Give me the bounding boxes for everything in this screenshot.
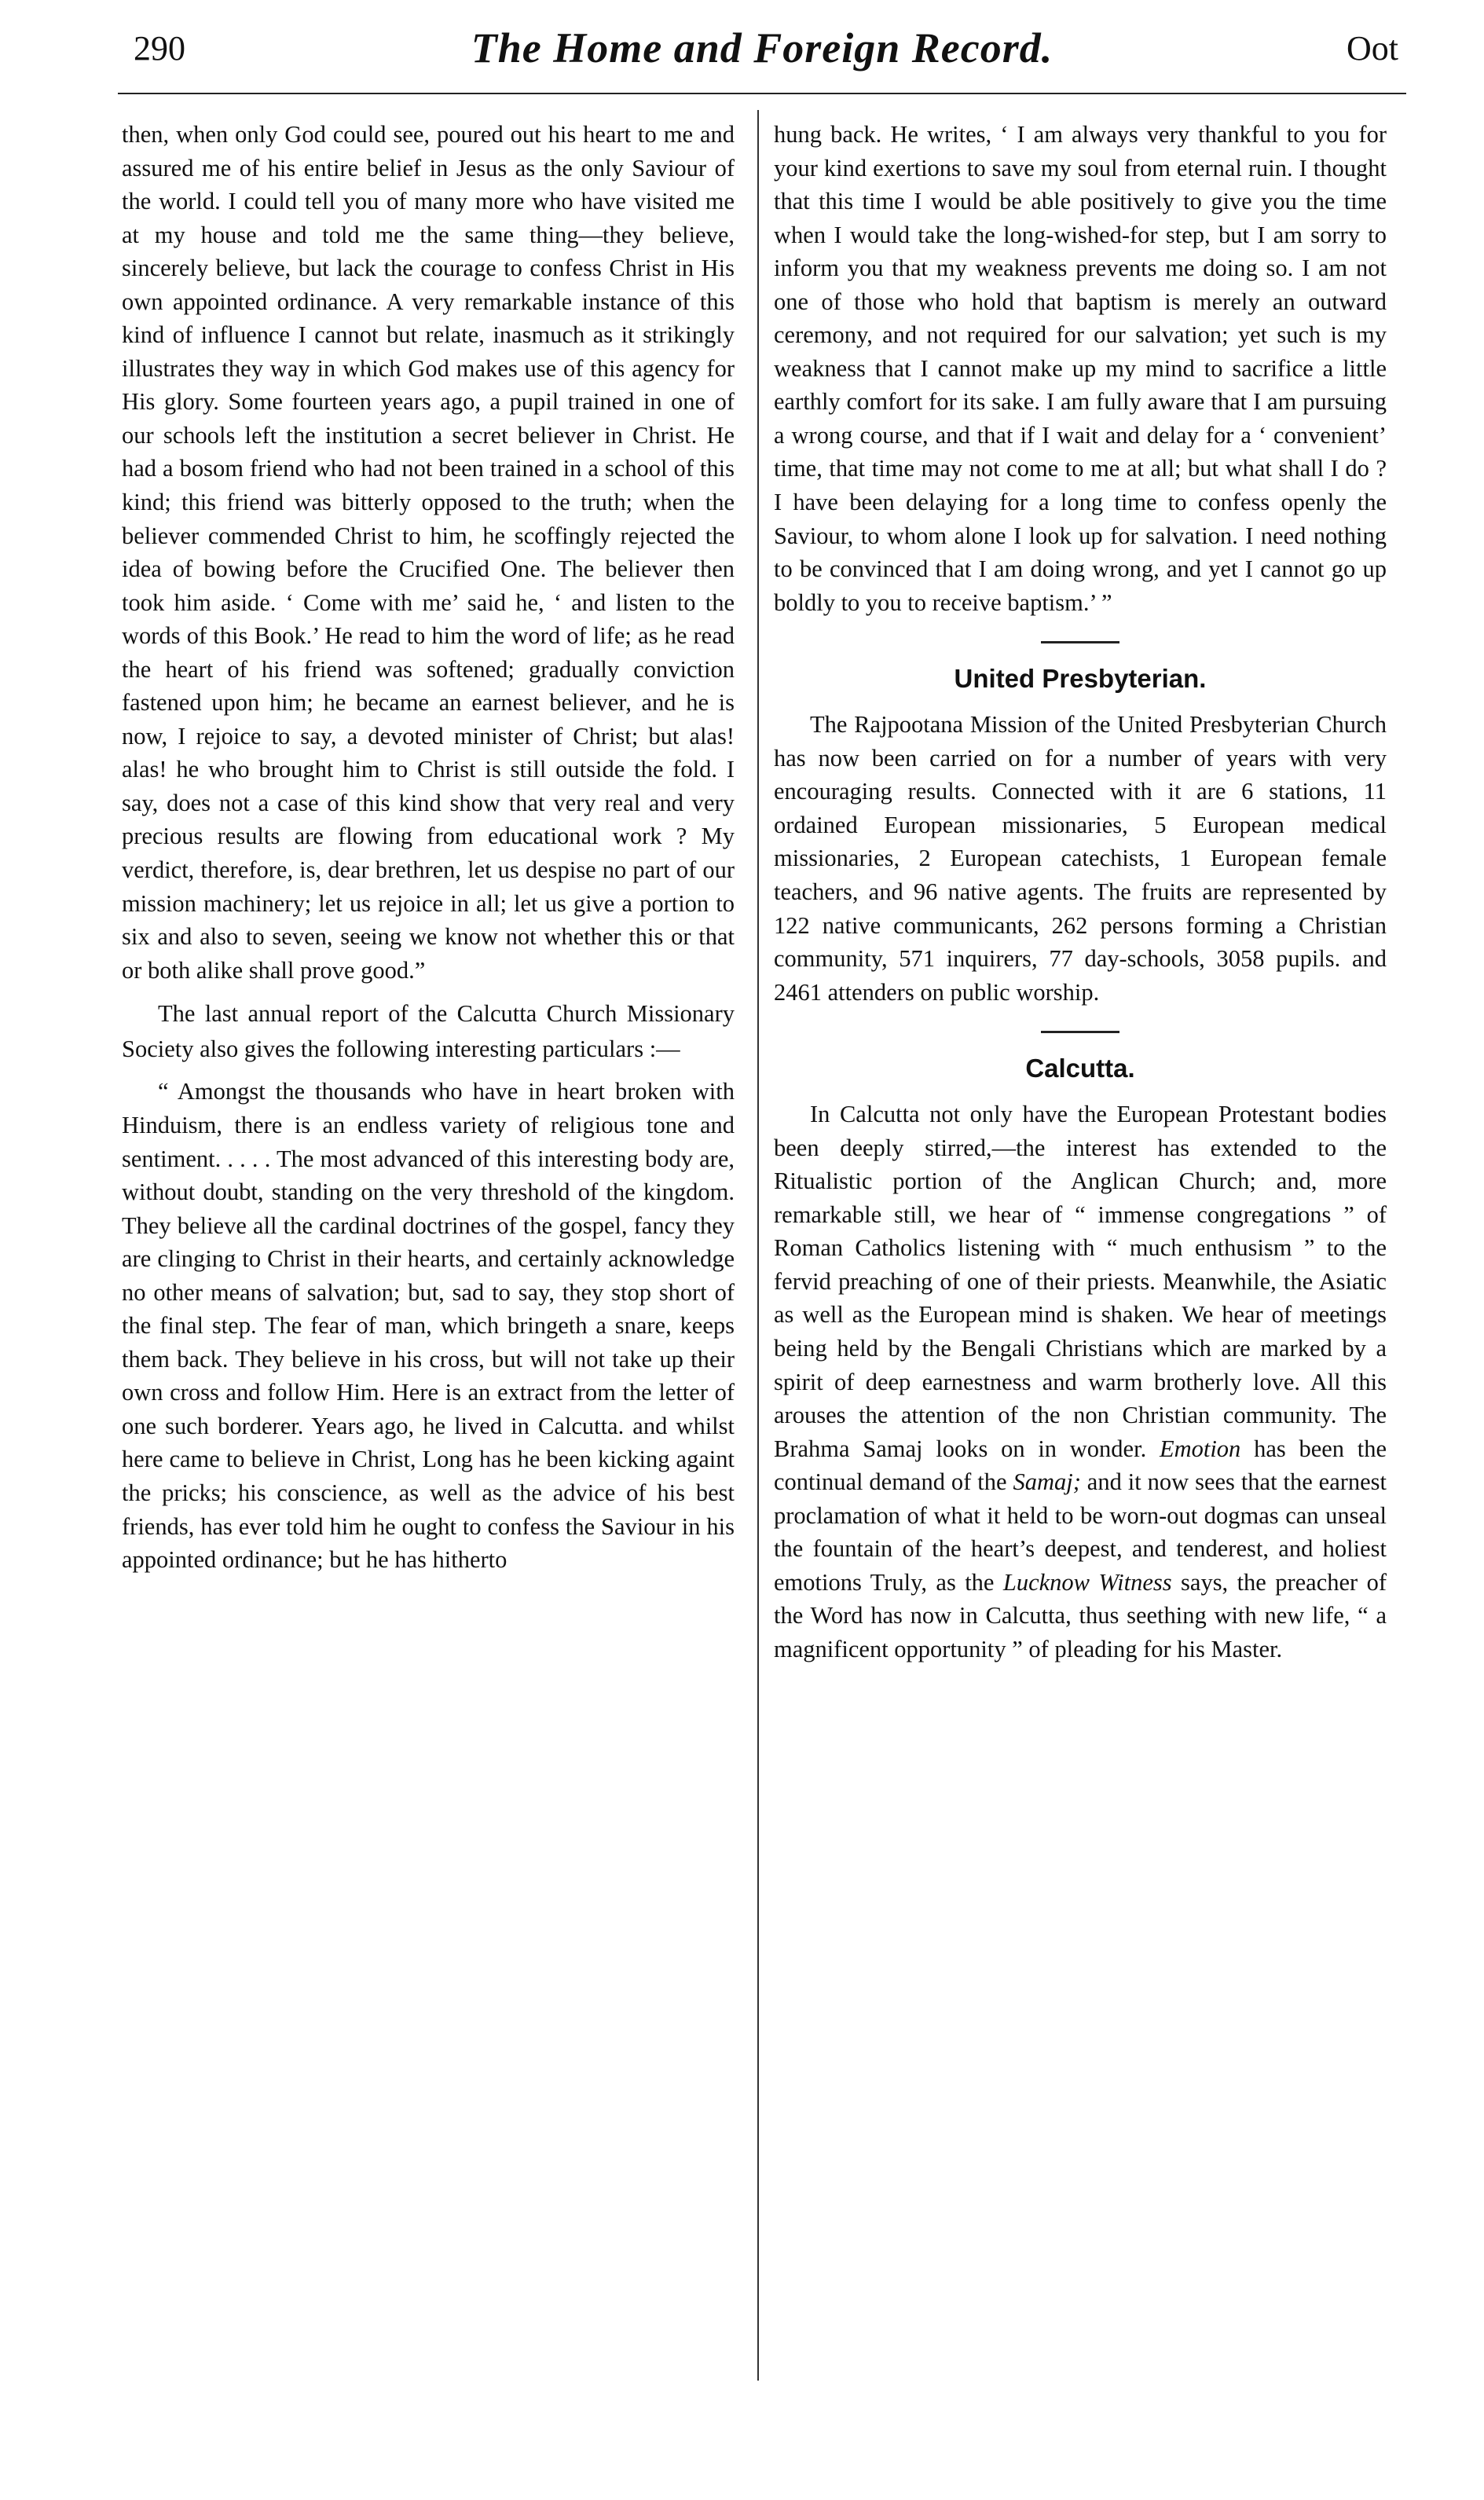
page-number: 290 bbox=[134, 29, 185, 68]
paragraph: then, when only God could see, poured out his heart to me and assured me of his entire belief in Jesus as the only Saviour of the world. I could tell you of many more who have visited me at my house and told me the same thing—they believe, sincerely believe, but lack the courage to confess Christ in His own appointed ordinance. A very remarkable instance of this kind of influence I cannot but relate, inasmuch as it strikingly illustrates they way in which God makes use of this agency for His glory. Some fourteen years ago, a pupil trained in one of our schools left the institution a secret believer in Christ. He had a bosom friend who had not been trained in a school of this kind; this friend was bitterly opposed to the truth; when the believer commended Christ to him, he scoffingly rejected the idea of bowing before the Crucified One. The believer then took him aside. ‘ Come with me’ said he, ‘ and listen to the words of this Book.’ He read to him the word of life; as he read the heart of his friend was softened; gradually conviction fastened upon him; he became an earnest believer, and he is now, I rejoice to say, a devoted minister of Christ; but alas! alas! he who brought him to Christ is still outside the fold. I say, does not a case of this kind show that very real and very precious results are flowing from educational work ? My verdict, therefore, is, dear brethren, let us despise no part of our mission machinery; let us rejoice in all; let us give a portion to six and also to seven, seeing we know not whether this or that or both alike shall prove good.” bbox=[122, 121, 735, 984]
right-column bbox=[774, 118, 1387, 1666]
column-divider bbox=[757, 110, 759, 2381]
paragraph-calcutta bbox=[774, 1098, 1387, 1666]
paragraph: The last annual report of the Calcutta Church Missionary Society also gives the following interesting particulars :— bbox=[122, 1000, 735, 1063]
quoted-paragraph: “ Amongst the thousands who have in heart broken with Hinduism, there is an endless variety of religious tone and sentiment. . . . . The most advanced of this interesting body are, without doubt, standing on the very threshold of the kingdom. They believe all the cardinal doctrines of the gospel, fancy they are clinging to Christ in their hearts, and certainly acknowledge no other means of salvation; but, sad to say, they stop short of the final step. The fear of man, which bringeth a snare, keeps them back. They believe in his cross, but will not take up their own cross and follow Him. Here is an extract from the letter of one such borderer. Years ago, he lived in Calcutta. and whilst here came to believe in Christ, Long has he been kicking againt the pricks; his conscience, as well as the advice of his best friends, has ever told him he ought to confess the Saviour in his appointed ordinance; but he has hitherto bbox=[122, 1078, 735, 1574]
text-run: has been the continual demand of the bbox=[774, 1435, 1387, 1496]
emphasis: Emotion bbox=[1159, 1435, 1241, 1462]
section-heading-united-presbyterian: United Presbyterian. bbox=[954, 664, 1207, 694]
section-heading-calcutta: Calcutta. bbox=[1025, 1054, 1135, 1083]
emphasis: Samaj; bbox=[1013, 1468, 1081, 1496]
left-column bbox=[122, 118, 735, 1577]
paragraph: hung back. He writes, ‘ I am always very thankful to you for your kind exertions to save my soul from eternal ruin. I thought that this time I would be able positively to give you the time when I would take the long-wished-for step, but I am sorry to inform you that my weakness prevents me doing so. I am not one of those who hold that baptism is merely an outward ceremony, and not required for our salvation; yet such is my weakness that I cannot make up my mind to sacrifice a little earthly comfort for its sake. I am fully aware that I am pursuing a wrong course, and that if I wait and delay for a ‘ convenient’ time, that time may not come to me at all; but what shall I do ? I have been delaying for a long time to confess openly the Saviour, to whom alone I look up for salvation. I need nothing to be convinced that I am doing wrong, and yet I cannot go up boldly to you to receive baptism.’ ” bbox=[774, 121, 1387, 616]
section-rule bbox=[1041, 1031, 1119, 1033]
header-rule bbox=[118, 93, 1406, 94]
page-header bbox=[126, 24, 1398, 83]
running-title: The Home and Foreign Record. bbox=[471, 24, 1053, 71]
text-run: and it now sees that the earnest proclamation of what it held to be worn-out dogmas can unseal the fountain of the heart’s deepest, and tenderest, and holiest emotions Truly, as the bbox=[774, 1468, 1387, 1596]
paragraph: The Rajpootana Mission of the United Presbyterian Church has now been carried on for a number of years with very encouraging results. Connected with it are 6 stations, 11 ordained European missionaries, 5 European medical missionaries, 2 European catechists, 1 European female teachers, and 96 native agents. The fruits are represented by 122 native communicants, 262 persons forming a Christian community, 571 inquirers, 77 day-schools, 3058 pupils. and 2461 attenders on public worship. bbox=[774, 711, 1387, 1006]
text-run: In Calcutta not only have the European Protestant bodies been deeply stirred,—the interest has extended to the Ritualistic portion of the Anglican Church; and, more remarkable still, we hear of “ immense congregations ” of Roman Catholics listening with “ much enthusism ” to the fervid preaching of one of their priests. Meanwhile, the Asiatic as well as the European mind is shaken. We hear of meetings being held by the Bengali Christians which are marked by a spirit of deep earnestness and warm brotherly love. All this arouses the attention of the non Christian community. The Brahma Samaj looks on in wonder. bbox=[774, 1101, 1387, 1462]
text-run: says, the preacher of the Word has now in Calcutta, thus seething with new life, “ a magnificent opportunity ” of pleading for his Master. bbox=[774, 1568, 1387, 1662]
emphasis: Lucknow Witness bbox=[1002, 1568, 1172, 1596]
month-label: Oot bbox=[1347, 29, 1398, 68]
section-rule bbox=[1041, 641, 1119, 643]
